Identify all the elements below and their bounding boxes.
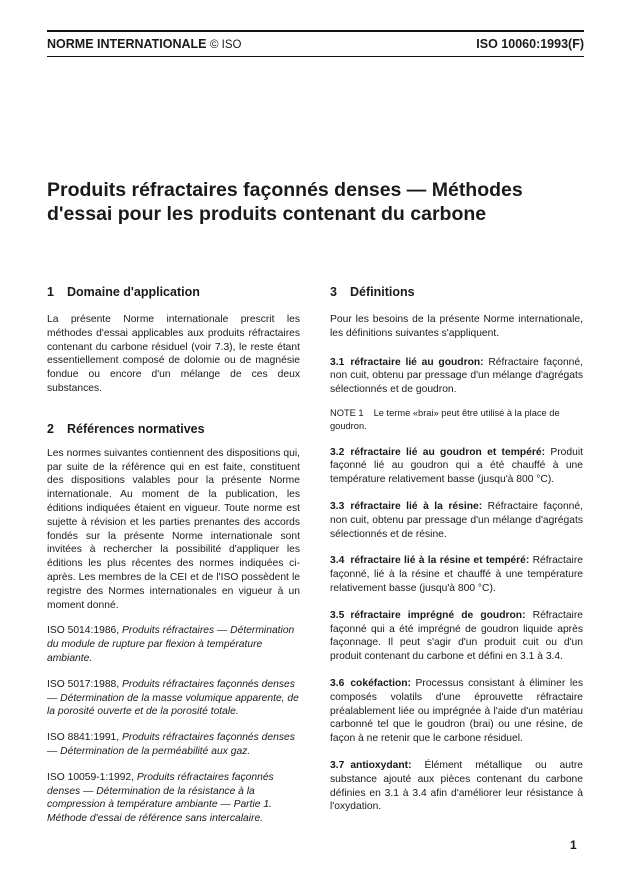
header-standard-number: ISO 10060:1993(F) — [476, 36, 584, 51]
reference-code: ISO 8841:1991, — [47, 732, 120, 744]
definition-item — [330, 759, 583, 814]
reference-code: ISO 5014:1986, — [47, 625, 120, 637]
definition-item — [330, 677, 583, 746]
reference-item — [47, 731, 300, 759]
definition-text: Réfractaire façonné, lié à la résine et chauffé à une température relativement basse (jusqu'à 800 °C). — [330, 555, 583, 594]
definition-item — [330, 554, 583, 595]
header-left — [47, 37, 241, 51]
section-1-title: Domaine d'application — [67, 285, 200, 299]
definition-item — [330, 356, 583, 397]
right-column — [330, 284, 583, 814]
reference-code: ISO 5017:1988, — [47, 678, 120, 690]
definition-text: Produit façonné lié au goudron qui a été chauffé à une température relativement basse (jusqu'à 800 °C). — [330, 446, 583, 486]
definition-text: Réfractaire façonné qui a été imprégné de goudron liquide après façonnage. Il peut s'agir d'un produit cuit ou d'un produit contenant du carbone et défini en 3.1 à 3.4. — [330, 609, 583, 663]
reference-item — [47, 624, 300, 665]
section-2-heading — [47, 421, 300, 437]
header-copyright: © ISO — [209, 38, 242, 51]
definition-number: 3.4 — [330, 555, 345, 567]
definition-number: 3.6 — [330, 677, 345, 689]
definition-number: 3.2 — [330, 446, 345, 458]
document-title — [47, 178, 577, 226]
title-line-1: Produits réfractaires façonnés denses — Méthodes — [47, 179, 523, 201]
section-1-body: La présente Norme internationale prescrit les méthodes d'essai applicables aux produits réfractaires contenant du carbone résiduel (voir 7.3), le reste étant essentiellement composé de dolomie ou de magnésie fondue ou encore d'un mélange de ces deux substances. — [47, 314, 300, 394]
definition-term: antioxydant: — [350, 759, 412, 771]
definition-number: 3.3 — [330, 500, 345, 512]
definition-text: Élément métallique ou autre substance ajouté aux pièces contenant du carbone définies en 3.1 à 3.4 afin d'améliorer leur résistance à l'oxydation. — [330, 759, 583, 813]
header-bottom-rule — [47, 56, 584, 57]
definition-term: réfractaire lié à la résine: — [350, 500, 483, 512]
page-number: 1 — [570, 838, 577, 852]
section-2-body: Les normes suivantes contiennent des dispositions qui, par suite de la référence qui en est faite, constituent des dispositions valables pour la présente Norme internationale. Au moment de la publication, les éditions indiquées étaient en vigueur. Toute norme est sujette à révision et les parties prenantes des accords fondés sur la présente Norme internationale sont invitées à rechercher la possibilité d'appliquer les éditions les plus récentes des normes indiquées ci-après. Les membres de la CEI et de l'ISO possèdent le registre des Normes internationales en vigueur à un moment donné. — [47, 447, 300, 611]
section-2-title: Références normatives — [67, 421, 205, 436]
definition-item — [330, 500, 583, 541]
definition-number: 3.7 — [330, 759, 345, 771]
header-top-rule — [47, 30, 584, 32]
note-text: Le terme «brai» peut être utilisé à la place de goudron. — [330, 407, 560, 431]
section-3-heading — [330, 284, 583, 300]
definition-text: Réfractaire façonné, non cuit, obtenu par pressage d'un mélange d'agrégats sélectionnés et de résine. — [330, 500, 583, 540]
page-header — [47, 35, 584, 52]
section-3-title: Définitions — [350, 285, 415, 299]
definition-item — [330, 446, 583, 487]
title-line-2: d'essai pour les produits contenant du carbone — [47, 203, 487, 225]
reference-title: Produits réfractaires façonnés denses — Détermination de la masse volumique apparente, de la porosité ouverte et de la porosité totale. — [47, 678, 299, 718]
reference-item — [47, 771, 300, 826]
section-1-number: 1 — [47, 285, 54, 299]
section-1-heading — [47, 284, 300, 300]
left-column — [47, 284, 300, 826]
header-standard-type: NORME INTERNATIONALE — [47, 36, 207, 51]
definition-term: réfractaire imprégné de goudron: — [350, 609, 526, 621]
definition-term: réfractaire lié au goudron: — [350, 356, 484, 368]
definition-number: 3.1 — [330, 356, 345, 368]
reference-item — [47, 678, 300, 719]
note-label: NOTE 1 — [330, 407, 364, 418]
section-3-intro: Pour les besoins de la présente Norme internationale, les définitions suivantes s'appliquent. — [330, 314, 583, 339]
definition-number: 3.5 — [330, 609, 345, 621]
section-2-number: 2 — [47, 421, 54, 436]
reference-title: Produits réfractaires — Détermination du module de rupture par flexion à température ambiante. — [47, 625, 295, 664]
definition-note — [330, 407, 583, 433]
definition-term: cokéfaction: — [350, 677, 411, 689]
definition-text: Processus consistant à éliminer les composés volatils d'une éprouvette réfractaire préalablement liée ou imprégnée à l'aide d'un matériau carbonné tel que le goudron (brai) ou une résine, de façon à ne retenir que le carbone résiduel. — [330, 677, 583, 745]
definition-term: réfractaire lié à la résine et tempéré: — [350, 555, 530, 567]
definition-text: Réfractaire façonné, non cuit, obtenu par pressage d'un mélange d'agrégats sélectionnés et de goudron. — [330, 356, 583, 396]
reference-title: Produits réfractaires façonnés denses — Détermination de la perméabilité aux gaz. — [47, 732, 295, 757]
reference-code: ISO 10059-1:1992, — [47, 771, 135, 783]
definition-term: réfractaire lié au goudron et tempéré: — [350, 446, 546, 458]
section-3-number: 3 — [330, 285, 337, 299]
definition-item — [330, 609, 583, 664]
reference-title: Produits réfractaires façonnés denses — Détermination de la résistance à la compression à température ambiante — Partie 1. Méthode d'essai de référence sans intercalaire. — [47, 771, 274, 825]
